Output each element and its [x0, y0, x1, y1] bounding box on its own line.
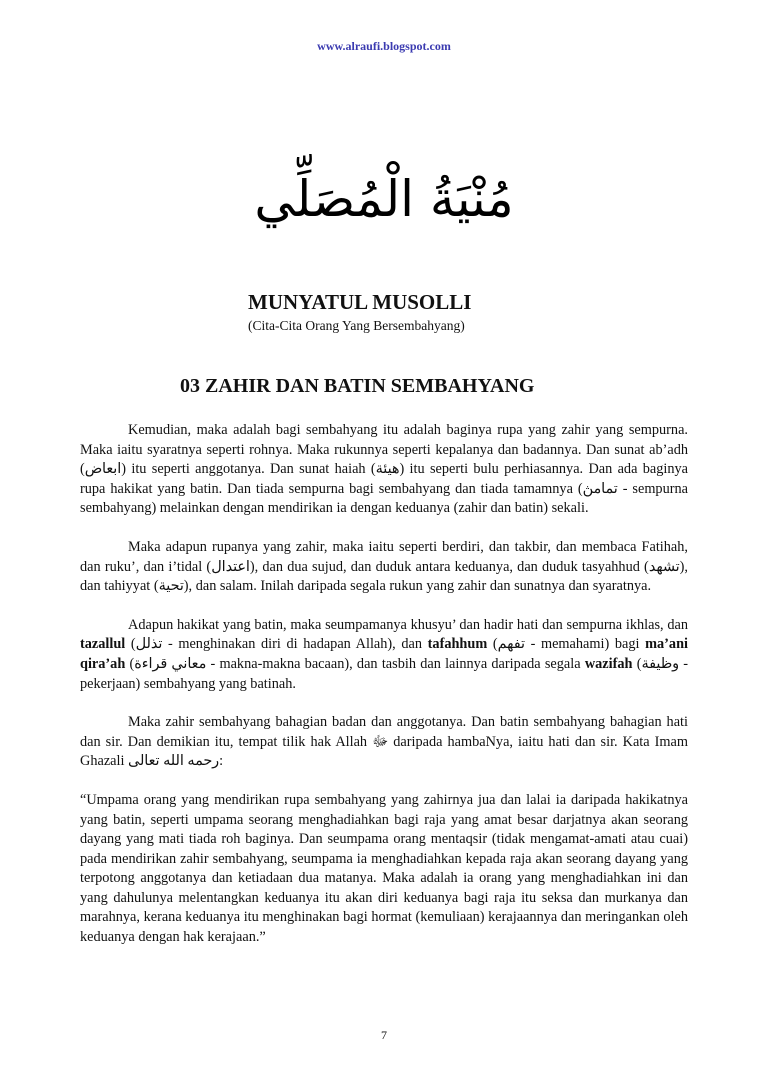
- arabic-title: مُنْيَةُ الْمُصَلِّي: [254, 170, 514, 228]
- site-url-header: www.alraufi.blogspot.com: [317, 39, 451, 53]
- paragraph: [80, 616, 688, 694]
- bold-term: wazifah: [584, 655, 633, 672]
- chapter-heading: 03 ZAHIR DAN BATIN SEMBAHYANG: [180, 375, 535, 397]
- book-subtitle: (Cita-Cita Orang Yang Bersembahyang): [248, 318, 465, 333]
- bold-term: ma’ani qira’ah: [80, 636, 689, 672]
- paragraph: [80, 538, 688, 597]
- text-segment: (تفهم - memahami) bagi: [487, 636, 646, 653]
- body-text: [80, 421, 688, 967]
- text-segment: (وظيفة - pekerjaan) sembahyang yang batinah.: [80, 655, 688, 692]
- paragraph: [80, 791, 688, 948]
- text-segment: (معاني قراءة - makna-makna bacaan), dan tasbih dan lainnya daripada segala: [125, 655, 585, 672]
- text-segment: Maka zahir sembahyang bahagian badan dan anggotanya. Dan batin sembahyang bahagian hati dan sir. Dan demikian itu, tempat tilik hak Allah ﷻ daripada hambaNya, iaitu hati dan sir. Kata Imam Ghazali رحمه الله تعالى:: [80, 714, 688, 770]
- paragraph: [80, 421, 688, 519]
- paragraph: [80, 713, 688, 772]
- text-segment: Adapun hakikat yang batin, maka seumpamanya khusyu’ dan hadir hati dan sempurna ikhlas, dan: [128, 616, 688, 633]
- text-segment: (تذلل - menghinakan diri di hadapan Allah), dan: [125, 636, 428, 653]
- text-segment: Maka adapun rupanya yang zahir, maka iaitu seperti berdiri, dan takbir, dan membaca Fatihah, dan ruku’, dan i’tidal (اعتدال), dan dua sujud, dan duduk antara keduanya, dan duduk tasyahhud (تشهد), dan tahiyyat (تحية), dan salam. Inilah daripada segala rukun yang zahir dan sunatnya dan syaratnya.: [80, 538, 688, 595]
- page-number: 7: [381, 1028, 387, 1042]
- bold-term: tafahhum: [427, 636, 488, 653]
- text-segment: Kemudian, maka adalah bagi sembahyang itu adalah baginya rupa yang zahir yang sempurna. Maka iaitu syaratnya seperti rohnya. Maka rukunnya seperti kepalanya dan badannya. Dan sunat ab’adh (ابعاض) itu seperti anggotanya. Dan sunat haiah (هيئة) itu seperti bulu perhiasannya. Dan ada baginya rupa hakikat yang batin. Dan tiada sempurna bagi sembahyang dan tiada tamamnya (تمامڽ - sempurna sembahyang) melainkan dengan mendirikan ia dengan keduanya (zahir dan batin) sekali.: [80, 422, 688, 517]
- book-title: MUNYATUL MUSOLLI: [248, 290, 472, 314]
- text-segment: “Umpama orang yang mendirikan rupa sembahyang yang zahirnya jua dan lalai ia daripada hakikatnya yang batin, seperti umpama seorang menghadiahkan bagi raja yang amat besar darjatnya akan seorang dayang yang mati tiada roh baginya. Dan seumpama orang mentaqsir (tidak mengamat-amati atau cuai) pada mendirikan zahir sembahyang, seumpama ia menghadiahkan kepada raja akan seorang dayang yang terpotong anggotanya dan ketiadaan dua matanya. Maka adalah ia orang yang menghadiahkan ini dan yang dahulunya melentangkan keduanya itu akan diri keduanya bagi raja itu seksa dan murkanya dan marahnya, kerana keduanya itu menghinakan bagi hormat (kemuliaan) kerajaannya dan meringankan oleh keduanya dengan hak kerajaan.”: [80, 791, 688, 946]
- bold-term: tazallul: [80, 636, 126, 653]
